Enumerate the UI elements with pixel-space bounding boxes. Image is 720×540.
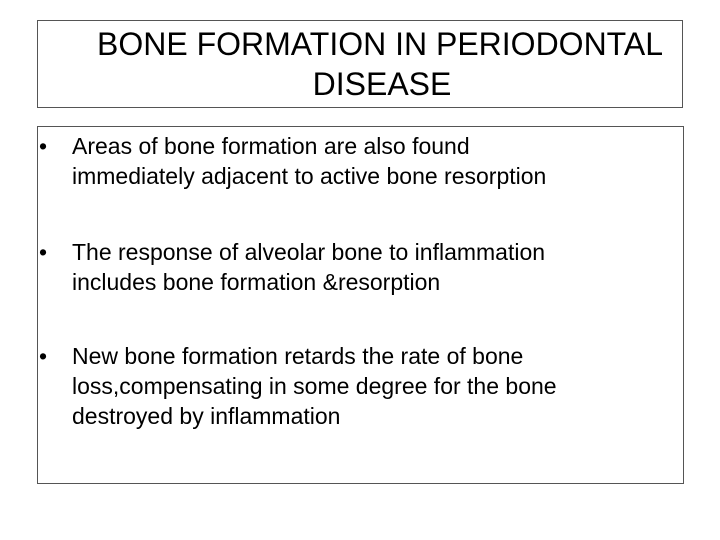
bullet-dot-icon: • — [38, 239, 48, 265]
bullet-3-line-2: loss,compensating in some degree for the bone — [72, 373, 557, 399]
bullet-item-3 — [38, 341, 683, 431]
slide-title-box — [37, 20, 683, 108]
slide-content-box — [37, 126, 684, 484]
bullet-1-line-2: immediately adjacent to active bone resorption — [72, 163, 547, 189]
bullet-3-line-3: destroyed by inflammation — [72, 403, 341, 429]
bullet-dot-icon: • — [38, 343, 48, 369]
bullet-3-line-1: New bone formation retards the rate of bone — [72, 343, 524, 369]
bullet-dot-icon: • — [38, 133, 48, 159]
slide-title-line-2: DISEASE — [312, 66, 452, 102]
bullet-item-2 — [38, 237, 683, 297]
bullet-1-line-1: Areas of bone formation are also found — [72, 133, 470, 159]
slide-title-line-1: BONE FORMATION IN PERIODONTAL — [97, 26, 663, 62]
bullet-list — [38, 131, 683, 477]
bullet-2-line-1: The response of alveolar bone to inflammation — [72, 239, 546, 265]
bullet-2-line-2: includes bone formation &resorption — [72, 269, 441, 295]
bullet-item-1 — [38, 131, 683, 191]
